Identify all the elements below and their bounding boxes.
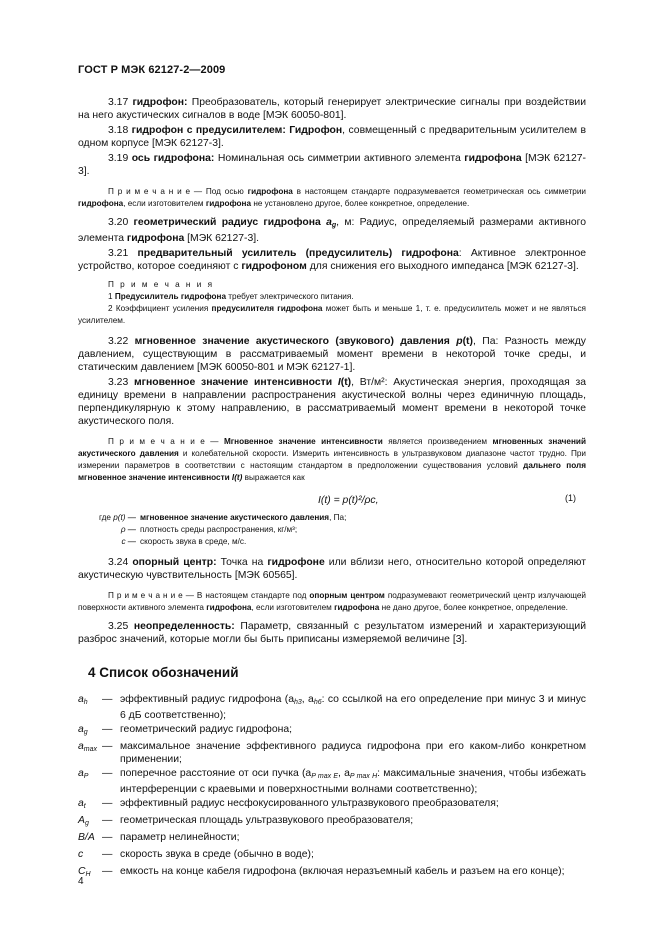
- document-body: [78, 96, 586, 882]
- definition-3-17: 3.17 гидрофон: Преобразователь, который генерирует электрические сигналы при воздействии на него акустических сигналов в воде [МЭК 60050-801].: [78, 97, 587, 121]
- note-3-21-item-1: 1 Предусилитель гидрофона требует электрического питания.: [108, 292, 354, 301]
- definition-3-22: 3.22 мгновенное значение акустического (звукового) давления p(t), Па: Разность между давлением, существующим в рассматриваемый момент времени в некоторой точке среды, и статическим давлением [МЭК 60050-801 и МЭК 62127-1].: [78, 336, 586, 373]
- note-3-21-item-2: 2 Коэффициент усиления предусилителя гидрофона может быть и меньше 1, т. е. предусилитель может и не являться усилителем.: [78, 304, 586, 325]
- symbol-row: $a_{max}$ — максимальное значение эффективного радиуса гидрофона при его каком-либо конкретном применении;: [78, 741, 586, 765]
- legend-row: c — скорость звука в среде, м/с.: [121, 537, 247, 546]
- formula-legend: [78, 512, 586, 548]
- definition-3-23: 3.23 мгновенное значение интенсивности I(t), Вт/м²: Акустическая энергия, проходящая за единицу времени в направлении распространения акустической волны через единичную площадь, перпендикулярную к этому направлению, в рассматриваемый момент времени в некоторой точке акустического поля.: [78, 377, 587, 427]
- notes-3-21-heading: П р и м е ч а н и я: [108, 280, 215, 289]
- note-3-24: П р и м е ч а н и е — В настоящем стандарте под опорным центром подразумевают геометрический центр излучающей поверхности активного элемента гидрофона, если изготовителем гидрофона не дано другое, более конкретное, определение.: [78, 591, 586, 612]
- section-4-heading: 4 Список обозначений: [88, 665, 239, 680]
- definition-3-18: 3.18 гидрофон с предусилителем: Гидрофон, совмещенный с предварительным усилителем в одном корпусе [МЭК 62127-3].: [78, 125, 586, 149]
- formula-1: [78, 490, 586, 512]
- definition-3-20: 3.20 геометрический радиус гидрофона $a_g$, м: Радиус, определяемый размерами активного элемента гидрофона [МЭК 62127-3].: [78, 217, 587, 244]
- symbol-row: $A_g$ — геометрическая площадь ультразвукового преобразователя;: [78, 815, 414, 827]
- symbol-row: $a_h$ — эффективный радиус гидрофона ($a_{h3}$, $a_{h6}$: со ссылкой на его определение при минус 3 и минус 6 дБ соответственно);: [78, 694, 586, 721]
- symbol-row: B/A — параметр нелинейности;: [78, 832, 240, 843]
- legend-row: где p(t) — мгновенное значение акустического давления, Па;: [99, 513, 347, 522]
- note-3-23: П р и м е ч а н и е — Мгновенное значение интенсивности является произведением мгновенных значений акустического давления и колебательной скорости. Измерить интенсивность в ультразвуковом диапазоне частот трудно. При измерении параметров в соответствии с настоящим стандартом в предположении существования условий дальнего поля мгновенное значение интенсивности I(t) выражается как: [78, 437, 587, 482]
- symbol-row: $C_H$ — емкость на конце кабеля гидрофона (включая неразъемный кабель и разъем на его конце);: [78, 866, 565, 878]
- symbol-row: $a_t$ — эффективный радиус несфокусированного ультразвукового преобразователя;: [78, 798, 499, 810]
- definition-3-25: 3.25 неопределенность: Параметр, связанный с результатом измерений и характеризующий разброс значений, которые могли бы быть приписаны измеряемой величине [3].: [78, 621, 587, 645]
- formula-expression: I(t) = p(t)²/ρc,: [318, 495, 379, 506]
- formula-number: (1): [565, 493, 576, 503]
- document-header: ГОСТ Р МЭК 62127-2—2009: [78, 64, 226, 76]
- definition-3-19: 3.19 ось гидрофона: Номинальная ось симметрии активного элемента гидрофона [МЭК 62127-3].: [78, 153, 587, 177]
- legend-row: ρ — плотность среды распространения, кг/м³;: [120, 525, 298, 534]
- note-3-19: П р и м е ч а н и е — Под осью гидрофона в настоящем стандарте подразумевается геометрическая ось симметрии гидрофона, если изготовителем гидрофона не установлено другое, более конкретное, определение.: [78, 187, 587, 208]
- symbol-row: $a_g$ — геометрический радиус гидрофона;: [78, 724, 292, 736]
- definition-3-24: 3.24 опорный центр: Точка на гидрофоне или вблизи него, относительно которой определяют акустическую чувствительность [МЭК 60565].: [78, 557, 587, 581]
- page-number: 4: [78, 876, 84, 887]
- symbol-row: $a_P$ — поперечное расстояние от оси пучка ($a_{P max E}$, $a_{P max H}$: максимальные значения, чтобы избежать интерференции с краевыми и поверхностными волнами соответственно);: [78, 768, 586, 795]
- definition-3-21: 3.21 предварительный усилитель (предусилитель) гидрофона: Активное электронное устройство, которое соединяют с гидрофоном для снижения его выходного импеданса [МЭК 62127-3].: [78, 248, 586, 272]
- symbol-row: c — скорость звука в среде (обычно в воде);: [78, 849, 314, 860]
